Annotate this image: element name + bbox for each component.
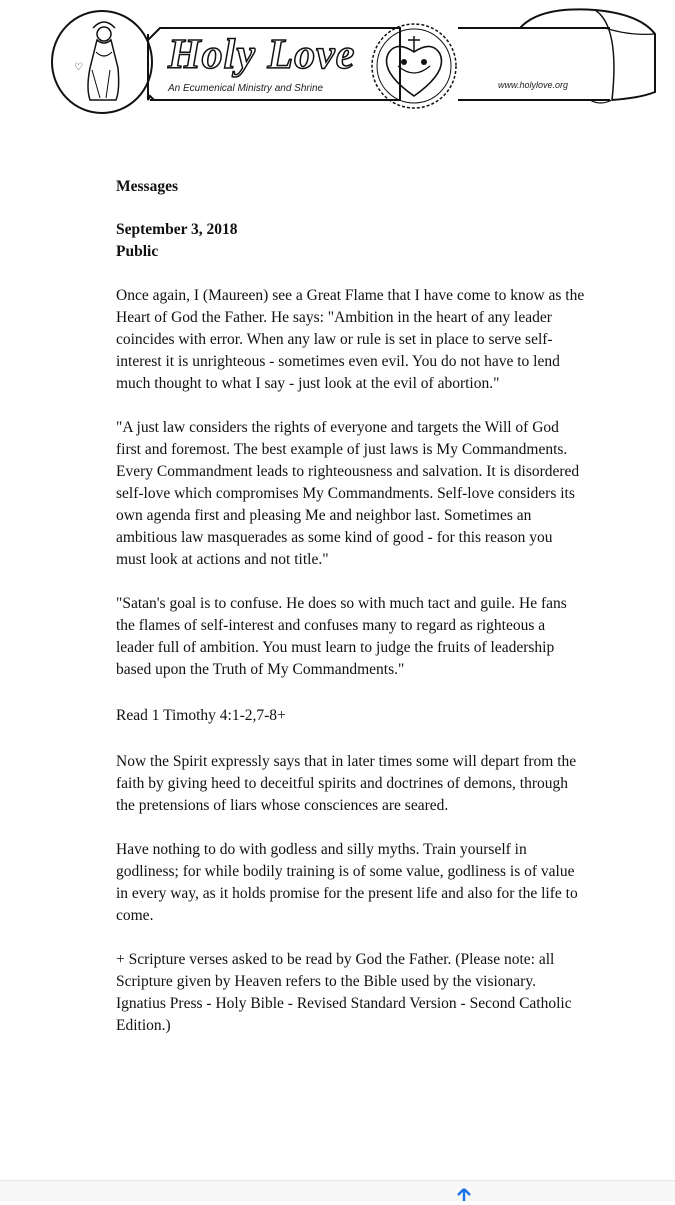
brand-tagline: An Ecumenical Ministry and Shrine xyxy=(168,83,324,94)
message-paragraph: "Satan's goal is to confuse. He does so with much tact and guile. He fans the flames of self-interest and confuses many to regard as righteous a leader full of ambition. You must learn to judge the fruits of leadership based upon the Truth of My Commandments." xyxy=(116,595,567,678)
flaming-heart-icon xyxy=(372,24,456,108)
message-paragraph: "A just law considers the rights of everyone and targets the Will of God first and foremost. The best example of just laws is My Commandments. Every Commandment leads to righteousness and salvation. It is disordered self-love which compromises My Commandments. Self-love considers its own agenda first and pleasing Me and neighbor last. Sometimes an ambitious law masquerades as some kind of good - for this reason you must look at actions and not title." xyxy=(116,419,580,568)
scripture-passage: Have nothing to do with godless and silly myths. Train yourself in godliness; for while bodily training is of some value, godliness is of value in every way, as it holds promise for the present life and also for the life to come. xyxy=(116,841,578,924)
brand-title: Holy Love xyxy=(168,32,356,78)
virgin-mary-emblem-icon xyxy=(52,11,152,113)
message-paragraph: Once again, I (Maureen) see a Great Flame that I have come to know as the Heart of God the Father. He says: "Ambition in the heart of any leader coincides with error. When any law or rule is set in place to serve self-interest it is unrighteous - sometimes even evil. You do not have to lend much thought to what I say - just look at the evil of abortion." xyxy=(116,287,585,392)
bottom-toolbar xyxy=(0,1180,675,1201)
footnote: + Scripture verses asked to be read by God the Father. (Please note: all Scripture given by Heaven refers to the Bible used by the visionary. Ignatius Press - Holy Bible - Revised Standard Version - Second Catholic Edition.) xyxy=(116,951,572,1034)
scripture-reference: Read 1 Timothy 4:1-2,7-8+ xyxy=(116,707,286,724)
message-type: Public xyxy=(116,243,159,260)
scripture-passage: Now the Spirit expressly says that in later times some will depart from the faith by giving heed to deceitful spirits and doctrines of demons, through the pretensions of liars whose consciences are seared. xyxy=(116,753,577,814)
svg-text:♡: ♡ xyxy=(74,62,83,73)
message-document xyxy=(116,176,586,1059)
message-date: September 3, 2018 xyxy=(116,221,238,238)
share-icon xyxy=(451,1187,477,1201)
section-title: Messages xyxy=(116,178,178,195)
brand-website: www.holylove.org xyxy=(498,80,569,90)
letterhead-banner xyxy=(0,0,675,120)
share-button[interactable] xyxy=(451,1186,477,1200)
